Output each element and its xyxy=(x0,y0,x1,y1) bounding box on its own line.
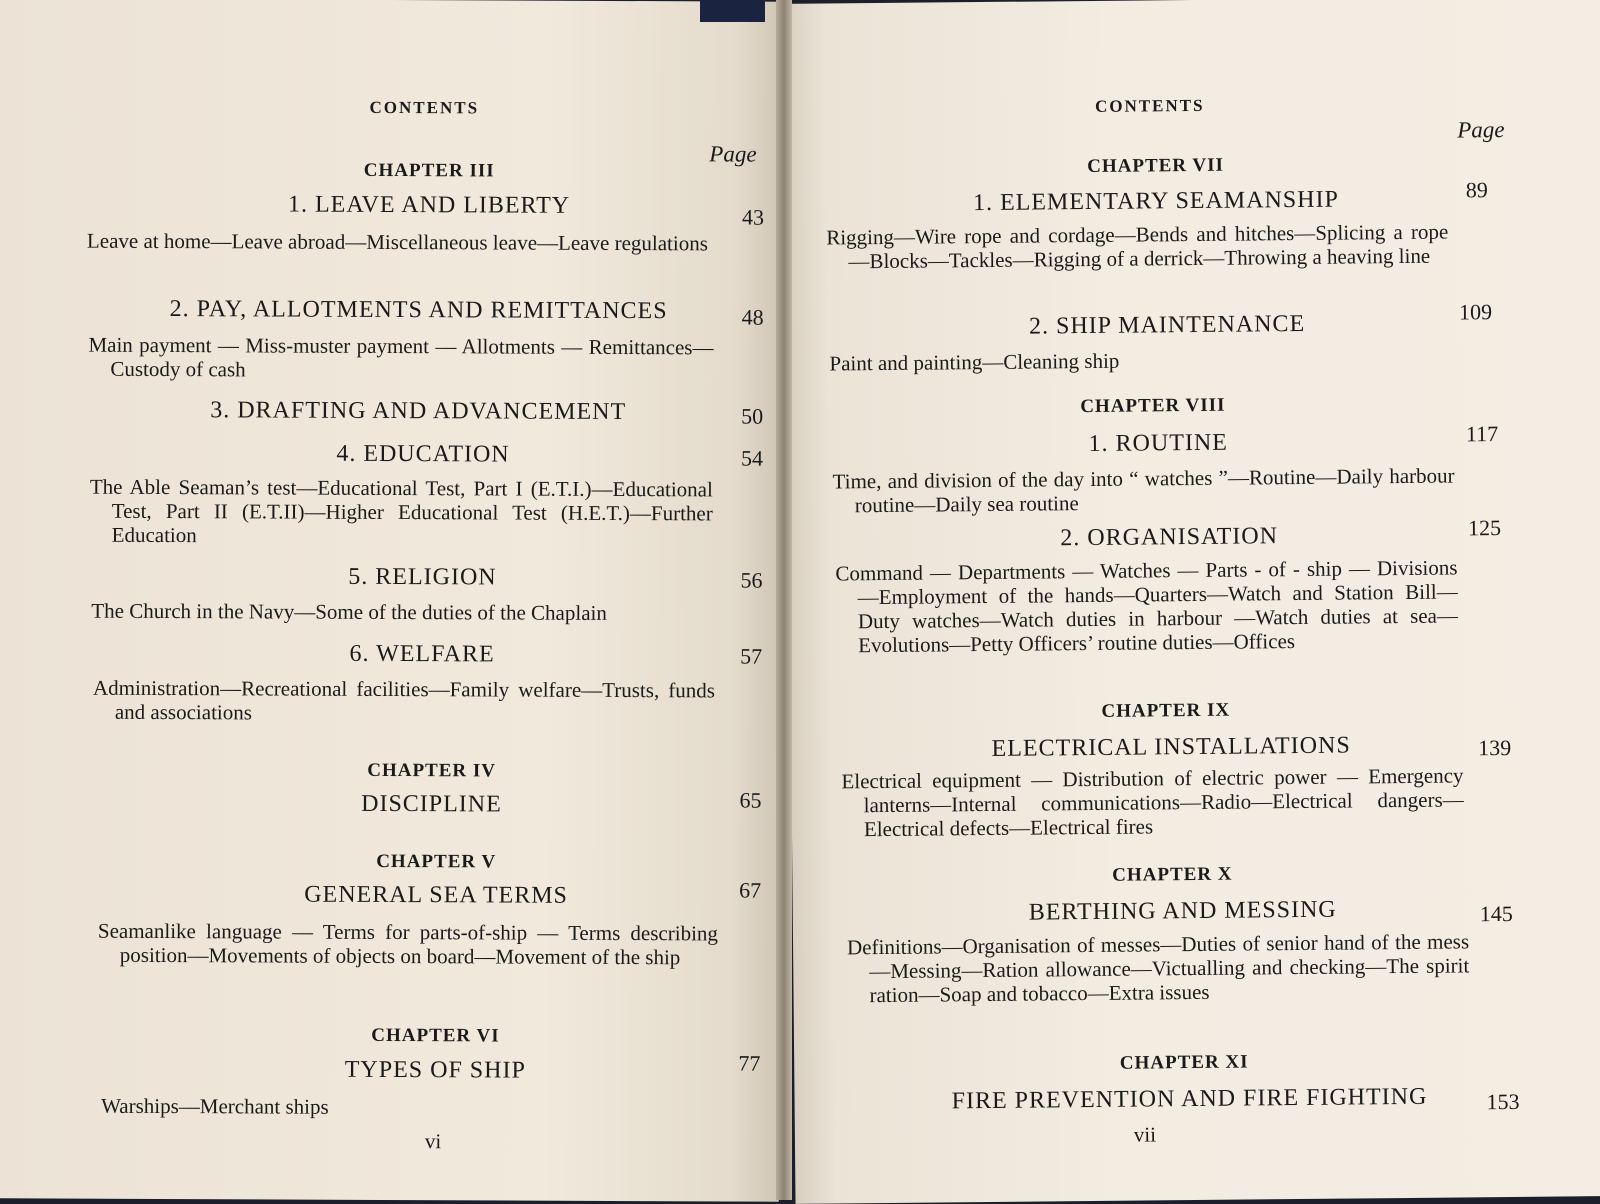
section-title: 1. LEAVE AND LIBERTY xyxy=(287,191,571,219)
section-description: Main payment — Miss-muster payment — Allotments — Remittances—Custody of cash xyxy=(88,332,714,382)
section-title: TYPES OF SHIP xyxy=(344,1056,526,1084)
section-description: Administration—Recreational facilities—Family welfare—Trusts, funds and associations xyxy=(92,675,716,725)
page-number: 43 xyxy=(742,204,765,230)
chapter-label: CHAPTER III xyxy=(363,159,495,182)
section-title: 3. DRAFTING AND ADVANCEMENT xyxy=(210,397,627,426)
section-title: DISCIPLINE xyxy=(361,790,502,818)
section-description: Electrical equipment — Distribution of electric power — Emergency lanterns—Internal communications—Radio—Electrical dangers—Electrical defects—Electrical fires xyxy=(841,763,1464,842)
section-description: Time, and division of the day into “ watches ”—Routine—Daily harbour routine—Daily sea routine xyxy=(832,463,1455,518)
chapter-label: CHAPTER V xyxy=(376,850,497,873)
page-number: 56 xyxy=(740,567,763,593)
running-head: CONTENTS xyxy=(369,97,480,118)
section-title: 2. SHIP MAINTENANCE xyxy=(1028,310,1306,340)
page-number: 89 xyxy=(1465,177,1488,203)
chapter-label: CHAPTER X xyxy=(1112,863,1233,886)
page-folio: vi xyxy=(424,1129,442,1154)
section-description: The Church in the Navy—Some of the duties of the Chaplain xyxy=(91,598,607,625)
chapter-label: CHAPTER IX xyxy=(1101,699,1231,722)
chapter-label: CHAPTER VII xyxy=(1087,154,1225,178)
chapter-label: CHAPTER XI xyxy=(1119,1051,1249,1074)
page-column-label: Page xyxy=(1457,117,1505,143)
book-gutter xyxy=(776,0,792,1200)
section-title: 2. PAY, ALLOTMENTS AND REMITTANCES xyxy=(169,296,668,325)
section-title: ELECTRICAL INSTALLATIONS xyxy=(991,732,1351,762)
section-title: BERTHING AND MESSING xyxy=(1028,896,1337,926)
page-number: 77 xyxy=(738,1050,761,1076)
section-description: Rigging—Wire rope and cordage—Bends and hitches—Splicing a rope—Blocks—Tackles—Rigging of a derrick—Throwing a heaving line xyxy=(826,219,1449,274)
page-number: 50 xyxy=(741,403,764,429)
left-page xyxy=(0,0,784,1202)
chapter-label: CHAPTER VI xyxy=(371,1024,500,1047)
page-number: 139 xyxy=(1478,734,1512,761)
section-description: Seamanlike language — Terms for parts-of-ship — Terms describing position—Movements of objects on board—Movement of the ship xyxy=(97,918,718,970)
page-folio: vii xyxy=(1133,1122,1157,1147)
page-number: 145 xyxy=(1479,900,1513,927)
page-number: 117 xyxy=(1465,421,1499,447)
page-number: 125 xyxy=(1467,515,1502,541)
page-number: 65 xyxy=(739,787,762,813)
running-head: CONTENTS xyxy=(1094,95,1205,116)
section-title: 1. ROUTINE xyxy=(1088,429,1229,458)
page-number: 109 xyxy=(1458,299,1493,325)
chapter-label: CHAPTER VIII xyxy=(1080,394,1226,418)
section-description: Paint and painting—Cleaning ship xyxy=(829,348,1120,376)
section-title: FIRE PREVENTION AND FIRE FIGHTING xyxy=(951,1083,1428,1115)
section-title: 4. EDUCATION xyxy=(336,440,510,468)
page-number: 57 xyxy=(740,643,763,669)
section-description: Definitions—Organisation of messes—Duties of senior hand of the mess—Messing—Ration allowance—Victualling and checking—The spirit ration—Soap and tobacco—Extra issues xyxy=(846,929,1470,1008)
section-title: GENERAL SEA TERMS xyxy=(304,881,568,909)
page-number: 67 xyxy=(739,877,762,903)
page-number: 153 xyxy=(1486,1088,1520,1115)
chapter-label: CHAPTER IV xyxy=(367,759,497,782)
section-title: 2. ORGANISATION xyxy=(1060,523,1279,552)
right-page xyxy=(784,0,1600,1204)
section-title: 1. ELEMENTARY SEAMANSHIP xyxy=(972,186,1339,217)
section-description: Leave at home—Leave abroad—Miscellaneous leave—Leave regulations xyxy=(86,228,708,256)
page-column-label: Page xyxy=(709,141,757,167)
page-number: 48 xyxy=(741,304,764,330)
section-description: Command — Departments — Watches — Parts - of - ship — Divisions—Employment of the hands—Quarters—Watch and Station Bill—Duty watches—Watch duties in harbour —Watch duties at sea—Evolutions—Petty Officers’ routine duties—Offices xyxy=(835,555,1459,658)
page-number: 54 xyxy=(740,445,764,471)
book-cover-edge xyxy=(700,0,765,22)
section-description: Warships—Merchant ships xyxy=(101,1093,329,1119)
section-title: 6. WELFARE xyxy=(349,640,495,668)
section-description: The Able Seaman’s test—Educational Test, Part I (E.T.I.)—Educational Test, Part II (E.T.II)—Higher Educational Test (H.E.T.)—Further Education xyxy=(89,474,713,548)
section-title: 5. RELIGION xyxy=(348,563,497,591)
